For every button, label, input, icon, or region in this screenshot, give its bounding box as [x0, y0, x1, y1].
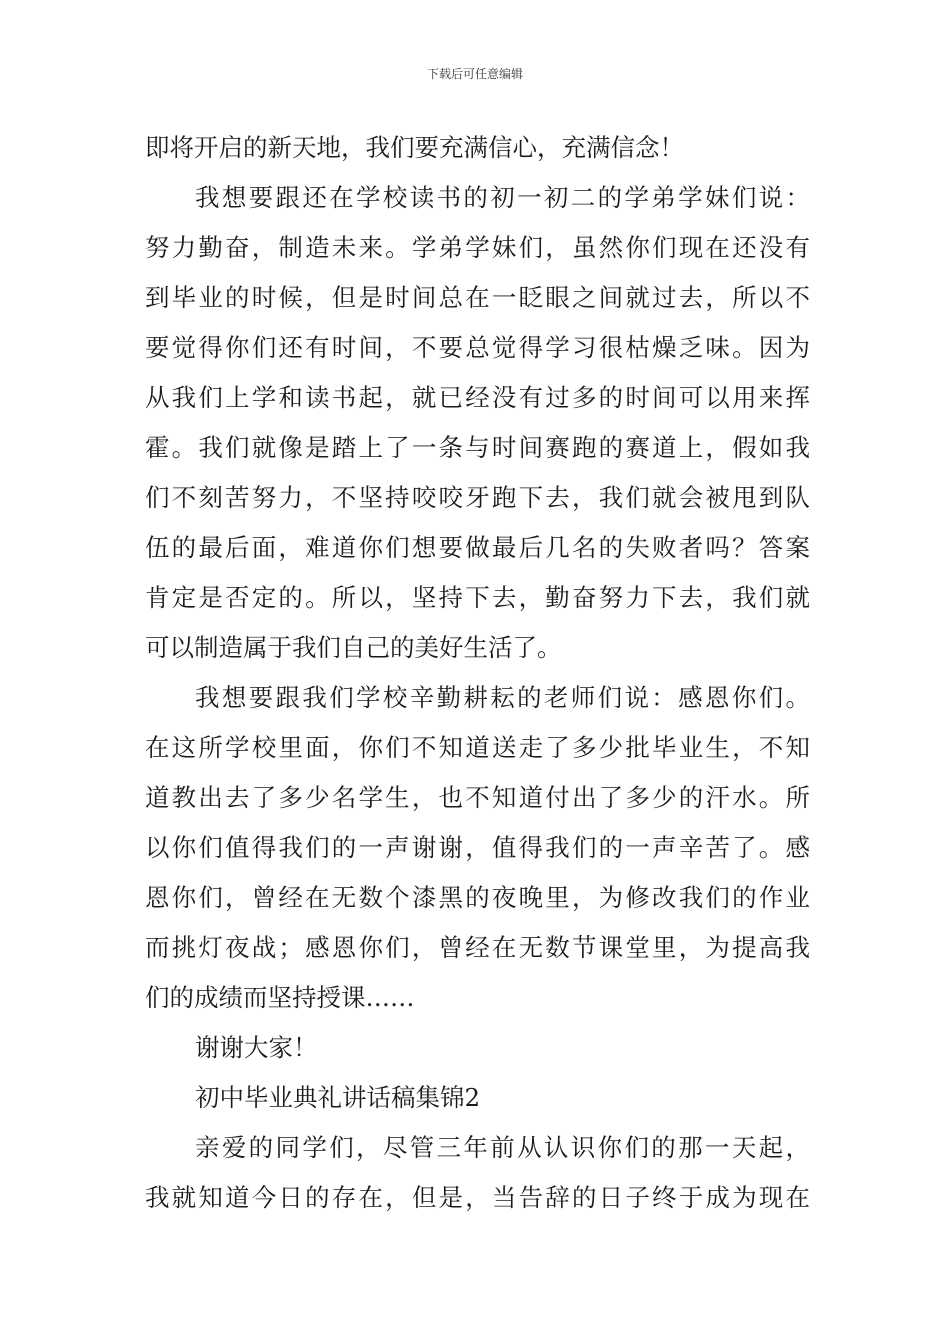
text-line: 谢谢大家！ [195, 1033, 318, 1062]
text-line: 亲爱的同学们，尽管三年前从认识你们的那一天起， [195, 1133, 810, 1162]
text-line: 而挑灯夜战；感恩你们，曾经在无数节课堂里，为提高我 [145, 933, 810, 962]
text-line: 我想要跟还在学校读书的初一初二的学弟学妹们说： [195, 183, 810, 212]
text-line: 霍。我们就像是踏上了一条与时间赛跑的赛道上，假如我 [145, 433, 810, 462]
text-line: 恩你们，曾经在无数个漆黑的夜晚里，为修改我们的作业 [145, 883, 810, 912]
text-line: 可以制造属于我们自己的美好生活了。 [145, 633, 562, 662]
text-line: 伍的最后面，难道你们想要做最后几名的失败者吗？答案 [145, 533, 810, 562]
text-line: 在这所学校里面，你们不知道送走了多少批毕业生，不知 [145, 733, 810, 762]
document-body [145, 123, 810, 1223]
text-line: 肯定是否定的。所以，坚持下去，勤奋努力下去，我们就 [145, 583, 810, 612]
text-line: 即将开启的新天地，我们要充满信心，充满信念！ [145, 133, 684, 162]
text-line: 努力勤奋，制造未来。学弟学妹们，虽然你们现在还没有 [145, 233, 810, 262]
text-line: 到毕业的时候，但是时间总在一眨眼之间就过去，所以不 [145, 283, 810, 312]
text-line: 从我们上学和读书起，就已经没有过多的时间可以用来挥 [145, 383, 810, 412]
text-line: 道教出去了多少名学生，也不知道付出了多少的汗水。所 [145, 783, 810, 812]
text-line: 们不刻苦努力，不坚持咬咬牙跑下去，我们就会被甩到队 [145, 483, 810, 512]
text-line: 以你们值得我们的一声谢谢，值得我们的一声辛苦了。感 [145, 833, 810, 862]
page-header: 下载后可任意编辑 [426, 67, 523, 81]
text-line: 们的成绩而坚持授课…… [145, 983, 415, 1012]
text-line: 我就知道今日的存在，但是，当告辞的日子终于成为现在 [145, 1183, 810, 1212]
text-line: 要觉得你们还有时间，不要总觉得学习很枯燥乏味。因为 [145, 333, 810, 362]
text-line: 初中毕业典礼讲话稿集锦2 [195, 1083, 481, 1112]
text-line: 我想要跟我们学校辛勤耕耘的老师们说：感恩你们。 [195, 683, 810, 712]
